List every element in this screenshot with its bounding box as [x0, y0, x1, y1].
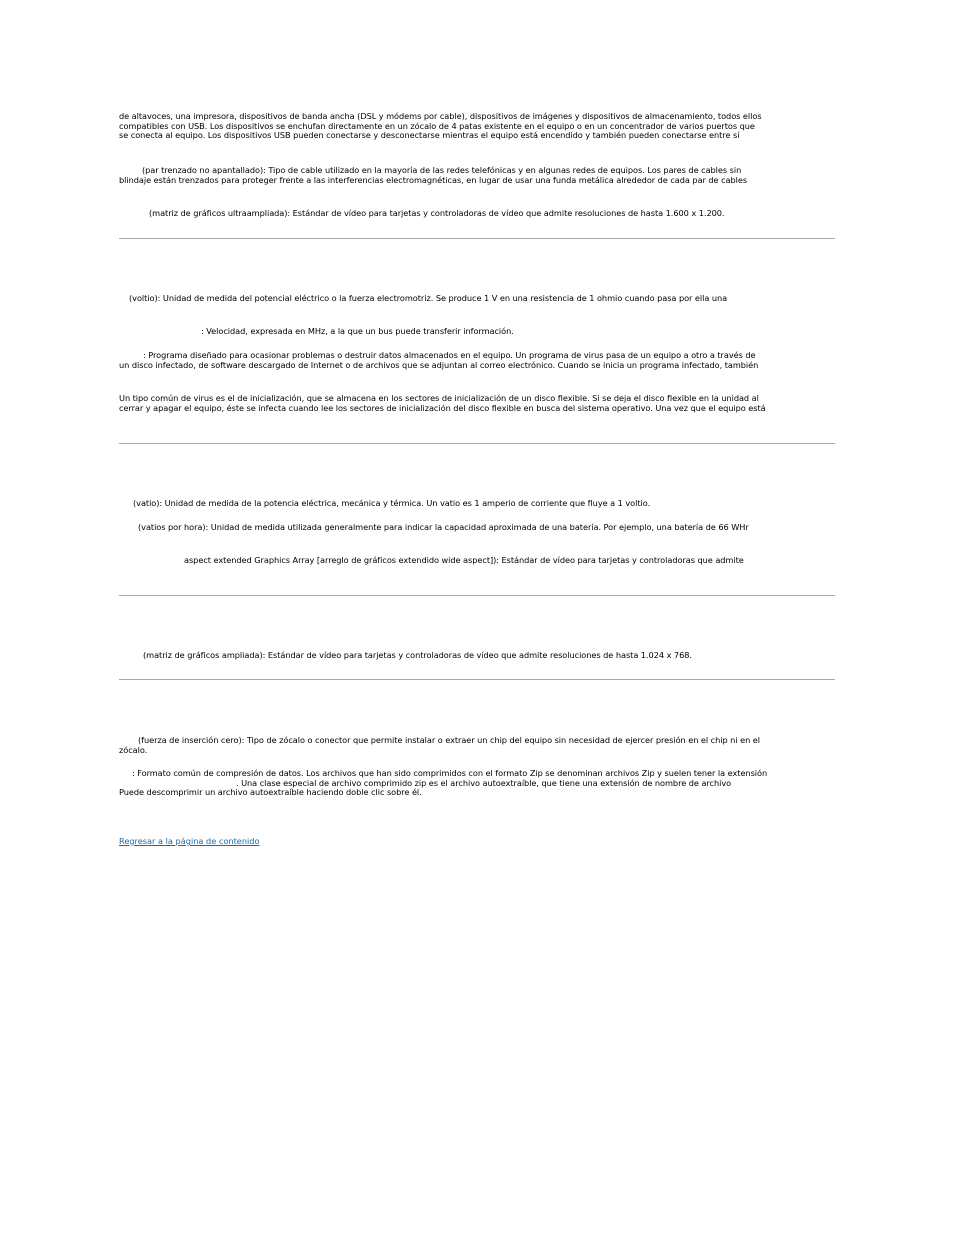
entry-usb — [119, 112, 762, 141]
usb-line-2: compatibles con USB. Los dispositivos se enchufan directamente en un zócalo de 4 patas existente en el equipo o en un concentrador de varios puertos que — [119, 120, 755, 131]
section-divider-u — [119, 238, 835, 239]
xga-line-1: (matriz de gráficos ampliada): Estándar de vídeo para tarjetas y controladoras de vídeo que admite resoluciones de hasta 1.024 x 768. — [143, 650, 692, 660]
entry-uxga — [149, 209, 724, 219]
zif-line-2: zócalo. — [119, 744, 148, 755]
back-to-contents-link[interactable]: Regresar a la página de contenido — [119, 836, 260, 846]
entry-whr — [138, 523, 749, 533]
uxga-line-1: (matriz de gráficos ultraampliada): Estándar de vídeo para tarjetas y controladoras de vídeo que admite resoluciones de hasta 1.600 x 1.200. — [149, 208, 725, 218]
virus-line-1: : Programa diseñado para ocasionar problemas o destruir datos almacenados en el equipo. Un programa de virus pasa de un equipo a otro a través de — [143, 350, 756, 360]
boot-virus-line-1: Un tipo común de virus es el de inicialización, que se almacena en los sectores de inicialización de un disco flexible. Si se deja el disco flexible en la unidad al — [119, 393, 759, 403]
section-divider-w — [119, 595, 835, 596]
section-divider-x — [119, 679, 835, 680]
entry-bus-speed — [201, 327, 514, 337]
whr-line-1: (vatios por hora): Unidad de medida utilizada generalmente para indicar la capacidad aproximada de una batería. Por ejemplo, una batería de 66 WHr — [138, 522, 749, 532]
entry-v — [129, 294, 727, 304]
section-divider-v — [119, 443, 835, 444]
zip-line-2: . Una clase especial de archivo comprimido zip es el archivo autoextraíble, que tiene una extensión de nombre de archivo — [236, 777, 732, 788]
entry-utp — [119, 166, 747, 185]
boot-virus-paragraph — [119, 394, 766, 413]
entry-zif — [119, 736, 760, 755]
v-line-1: (voltio): Unidad de medida del potencial eléctrico o la fuerza electromotriz. Se produce 1 V en una resistencia de 1 ohmio cuando pasa por ella una — [129, 293, 728, 303]
zif-line-1: (fuerza de inserción cero): Tipo de zócalo o conector que permite instalar o extraer un chip del equipo sin necesidad de ejercer presión en el chip ni en el — [138, 735, 760, 745]
wxga-line-1: aspect extended Graphics Array [arreglo de gráficos extendido wide aspect]): Estándar de vídeo para tarjetas y controladoras que admite — [184, 555, 744, 565]
zip-line-3: Puede descomprimir un archivo autoextraíble haciendo doble clic sobre él. — [119, 787, 422, 798]
utp-line-1: (par trenzado no apantallado): Tipo de cable utilizado en la mayoría de las redes telefónicas y en algunas redes de equipos. Los pares de cables sin — [142, 165, 742, 175]
entry-zip — [119, 769, 767, 798]
zip-line-1: : Formato común de compresión de datos. Los archivos que han sido comprimidos con el formato Zip se denominan archivos Zip y suelen tener la extensión — [132, 768, 768, 778]
utp-line-2: blindaje están trenzados para proteger frente a las interferencias electromagnéticas, en lugar de usar una funda metálica alrededor de cada par de cables — [119, 174, 748, 185]
boot-virus-line-2: cerrar y apagar el equipo, éste se infecta cuando lee los sectores de inicialización del disco flexible en busca del sistema operativo. Una vez que el equipo está — [119, 402, 766, 413]
usb-line-3: se conecta al equipo. Los dispositivos USB pueden conectarse y desconectarse mientras el equipo está encendido y también pueden conectarse entre sí — [119, 130, 740, 141]
entry-xga — [143, 651, 692, 661]
virus-line-2: un disco infectado, de software descargado de Internet o de archivos que se adjuntan al correo electrónico. Cuando se inicia un programa infectado, también — [119, 359, 759, 370]
w-line-1: (vatio): Unidad de medida de la potencia eléctrica, mecánica y térmica. Un vatio es 1 amperio de corriente que fluye a 1 voltio. — [133, 498, 651, 508]
entry-w — [133, 499, 650, 509]
usb-line-1: de altavoces, una impresora, dispositivos de banda ancha (DSL y módems por cable), dispositivos de imágenes y dispositivos de almacenamiento, todos ellos — [119, 111, 762, 121]
bus-speed-line-1: : Velocidad, expresada en MHz, a la que un bus puede transferir información. — [201, 326, 514, 336]
entry-wxga — [184, 556, 744, 566]
entry-virus — [119, 351, 758, 370]
